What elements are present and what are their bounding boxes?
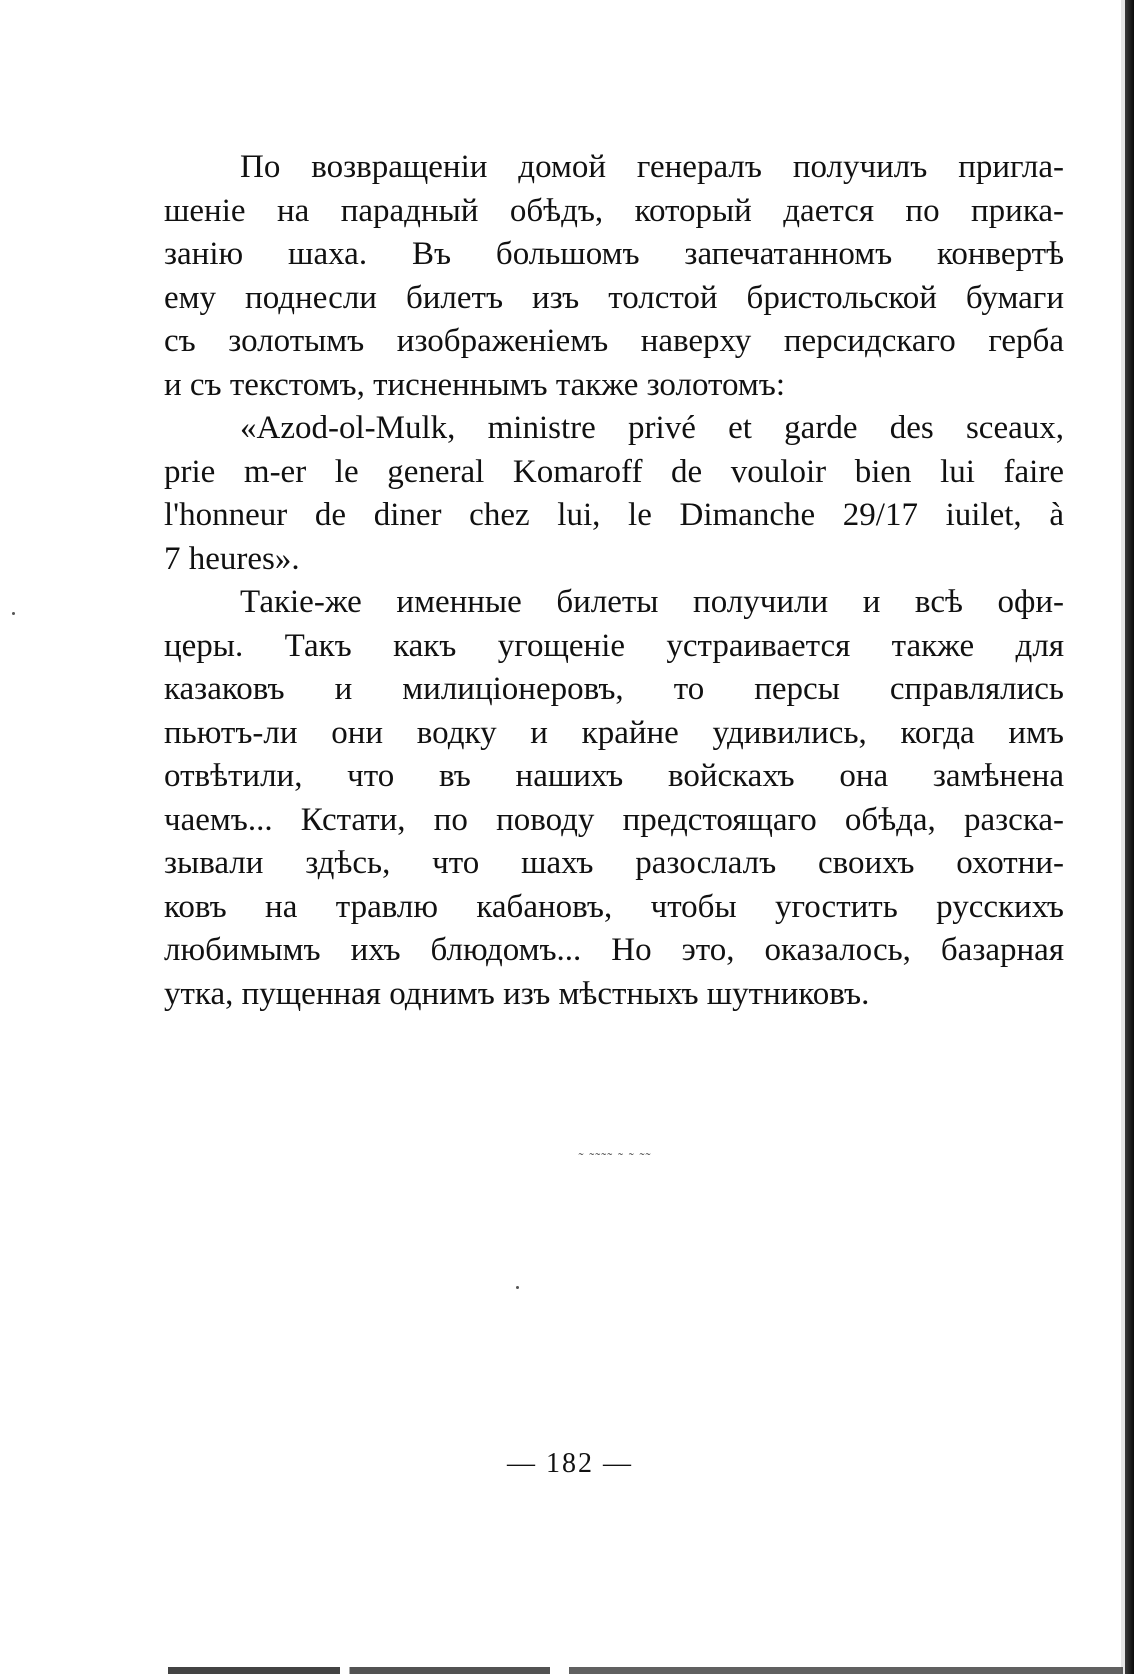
text-line: съ золотымъ изображеніемъ наверху персидскаго герба (164, 323, 1064, 359)
section-ornament: ˷ ˷˷˷˷ ˷ ˷ ˷˷ (578, 1140, 652, 1156)
text-line: пьютъ-ли они водку и крайне удивились, когда имъ (164, 714, 1064, 751)
text-line: prie m-er le general Komaroff de vouloir bien lui faire (164, 453, 1064, 490)
text-line: занію шаха. Въ большомъ запечатанномъ конвертѣ (164, 236, 1064, 272)
text-line: ему поднесли билетъ изъ толстой бристольской бумаги (164, 279, 1064, 316)
text-line: зывали здѣсь, что шахъ разослалъ своихъ охотни- (164, 845, 1064, 881)
text-line: и съ текстомъ, тисненнымъ также золотомъ: (164, 366, 786, 403)
print-speck (12, 612, 15, 615)
page-binding-edge (1125, 0, 1134, 1674)
text-line: церы. Такъ какъ угощеніе устраивается также для (164, 627, 1064, 664)
text-line: «Azod-ol-Mulk, ministre privé et garde des sceaux, (240, 410, 1064, 446)
text-line: По возвращеніи домой генералъ получилъ пригла- (240, 149, 1064, 185)
text-line: 7 heures». (164, 540, 300, 577)
text-line: l'honneur de diner chez lui, le Dimanche 29/17 iuilet, à (164, 497, 1064, 533)
text-line: утка, пущенная однимъ изъ мѣстныхъ шутниковъ. (164, 975, 870, 1012)
page-number: — 182 — (507, 1448, 633, 1479)
page-bottom-edge (168, 1667, 1123, 1674)
text-line: отвѣтили, что въ нашихъ войскахъ она замѣнена (164, 758, 1064, 794)
print-speck (516, 1286, 519, 1289)
body-text (164, 146, 1064, 1016)
text-line: Такіе-же именные билеты получили и всѣ офи- (240, 584, 1064, 620)
text-line: чаемъ... Кстати, по поводу предстоящаго обѣда, разска- (164, 801, 1064, 838)
text-line: любимымъ ихъ блюдомъ... Но это, оказалось, базарная (164, 932, 1064, 968)
text-line: казаковъ и милиціонеровъ, то персы справлялись (164, 671, 1064, 707)
text-line: шеніе на парадный обѣдъ, который дается по прика- (164, 192, 1064, 229)
text-line: ковъ на травлю кабановъ, чтобы угостить русскихъ (164, 888, 1064, 925)
